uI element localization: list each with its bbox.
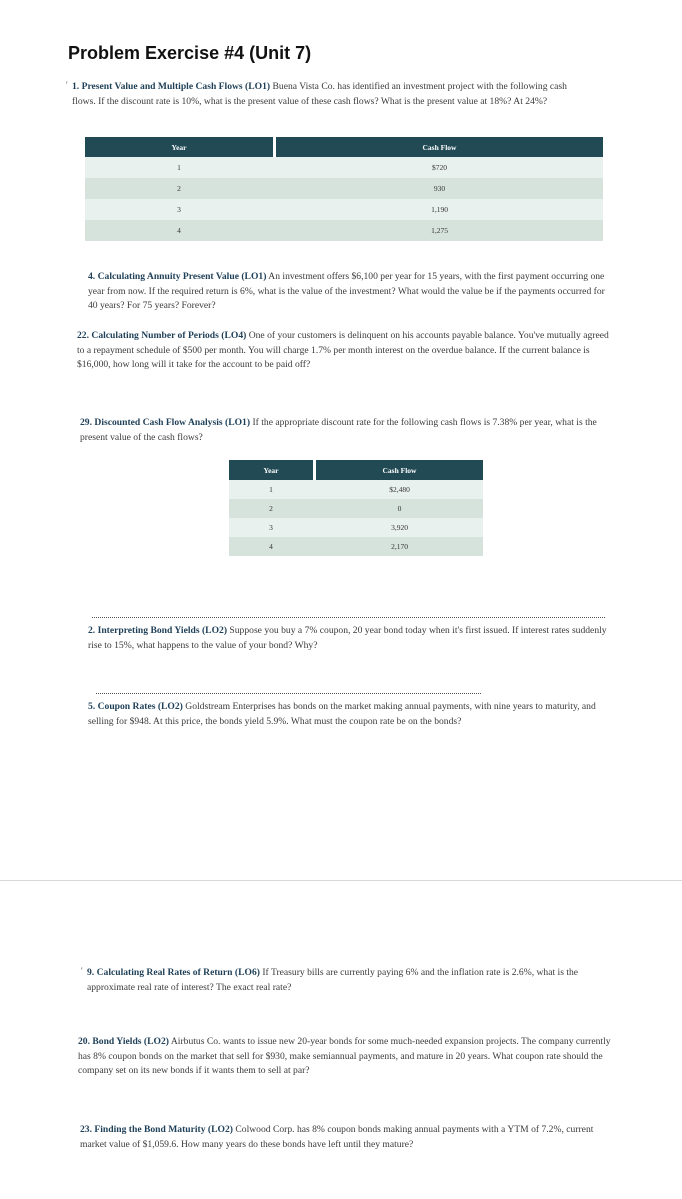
problem-22-heading: 22. Calculating Number of Periods (LO4): [77, 330, 247, 341]
problem-9-text: If Treasury bills are currently paying 6% and the inflation rate is 2.6%, what is the approximate real rate of interest? The exact real rate?: [87, 967, 579, 993]
table-row: [85, 220, 603, 241]
problem-1-text: Buena Vista Co. has identified an investment project with the following cash flows. If the discount rate is 10%, what is the present value of these cash flows? What is the present value at 18%? At 24%?: [72, 81, 567, 107]
year-cell: 1: [229, 480, 313, 499]
cash-flow-cell: 0: [316, 499, 483, 518]
table-row: [229, 480, 483, 499]
table-header-row: [85, 137, 603, 157]
problem-2: [88, 624, 608, 653]
table-header-row: [229, 460, 483, 480]
table-row: [85, 157, 603, 178]
problem-1: [72, 80, 592, 109]
year-cell: 3: [85, 199, 273, 220]
problem-4: [88, 270, 610, 314]
problem-20-text: Airbutus Co. wants to issue new 20-year bonds for some much-needed expansion projects. The company currently has 8% coupon bonds on the market that sell for $930, make semiannual payments, and mature in 20 years. What coupon rate should the company set on its new bonds if it wants them to sell at par?: [78, 1036, 611, 1076]
year-cell: 4: [229, 537, 313, 556]
problem-9-heading: 9. Calculating Real Rates of Return (LO6): [87, 967, 260, 978]
year-cell: 3: [229, 518, 313, 537]
problem-4-text: An investment offers $6,100 per year for 15 years, with the first payment occurring one year from now. If the required return is 6%, what is the value of the investment? What would the value be if the payments occurred for 40 years? For 75 years? Forever?: [88, 271, 605, 311]
cash-flow-table-1: [85, 137, 603, 241]
problem-20-heading: 20. Bond Yields (LO2): [78, 1036, 169, 1047]
page-title: Problem Exercise #4 (Unit 7): [68, 43, 312, 63]
problem-22: [77, 329, 609, 373]
table-row: [229, 518, 483, 537]
year-cell: 2: [85, 178, 273, 199]
year-header: Year: [85, 137, 273, 157]
table-row: [85, 199, 603, 220]
cash-flow-cell: $2,480: [316, 480, 483, 499]
cash-flow-header: Cash Flow: [316, 460, 483, 480]
problem-20: [78, 1035, 618, 1079]
problem-29-text: If the appropriate discount rate for the following cash flows is 7.38% per year, what is the present value of the cash flows?: [80, 417, 597, 443]
problem-22-text: One of your customers is delinquent on his accounts payable balance. You've mutually agreed to a repayment schedule of $500 per month. You will charge 1.7% per month interest on the overdue balance. If the current balance is $16,000, how long will it take for the account to be paid off?: [77, 330, 609, 370]
problem-2-heading: 2. Interpreting Bond Yields (LO2): [88, 625, 228, 636]
cropped-text-remnant: [92, 617, 605, 618]
table-row: [229, 537, 483, 556]
year-cell: 4: [85, 220, 273, 241]
cash-flow-table-2: [229, 460, 483, 556]
cash-flow-cell: $720: [276, 157, 603, 178]
margin-mark: ': [81, 966, 83, 976]
cropped-text-remnant: [96, 693, 481, 694]
cash-flow-header: Cash Flow: [276, 137, 603, 157]
year-header: Year: [229, 460, 313, 480]
problem-23: [80, 1123, 615, 1152]
problem-5-text: Goldstream Enterprises has bonds on the market making annual payments, with nine years to maturity, and selling for $948. At this price, the bonds yield 5.9%. What must the coupon rate be on the bonds?: [88, 701, 596, 727]
page-divider: [0, 880, 682, 881]
problem-23-heading: 23. Finding the Bond Maturity (LO2): [80, 1124, 233, 1135]
cash-flow-cell: 930: [276, 178, 603, 199]
problem-29: [80, 416, 605, 445]
cash-flow-cell: 1,190: [276, 199, 603, 220]
cash-flow-cell: 1,275: [276, 220, 603, 241]
problem-2-text: Suppose you buy a 7% coupon, 20 year bond today when it's first issued. If interest rates suddenly rise to 15%, what happens to the value of your bond? Why?: [88, 625, 607, 651]
year-cell: 1: [85, 157, 273, 178]
year-cell: 2: [229, 499, 313, 518]
problem-29-heading: 29. Discounted Cash Flow Analysis (LO1): [80, 417, 251, 428]
cash-flow-cell: 2,170: [316, 537, 483, 556]
margin-mark: ': [66, 80, 68, 90]
problem-5-heading: 5. Coupon Rates (LO2): [88, 701, 183, 712]
problem-4-heading: 4. Calculating Annuity Present Value (LO1): [88, 271, 267, 282]
problem-9: [87, 966, 619, 995]
problem-1-heading: 1. Present Value and Multiple Cash Flows (LO1): [72, 81, 271, 92]
cash-flow-cell: 3,920: [316, 518, 483, 537]
table-row: [229, 499, 483, 518]
problem-23-text: Colwood Corp. has 8% coupon bonds making annual payments with a YTM of 7.2%, current market value of $1,059.6. How many years do these bonds have left until they mature?: [80, 1124, 594, 1150]
problem-5: [88, 700, 600, 729]
table-row: [85, 178, 603, 199]
